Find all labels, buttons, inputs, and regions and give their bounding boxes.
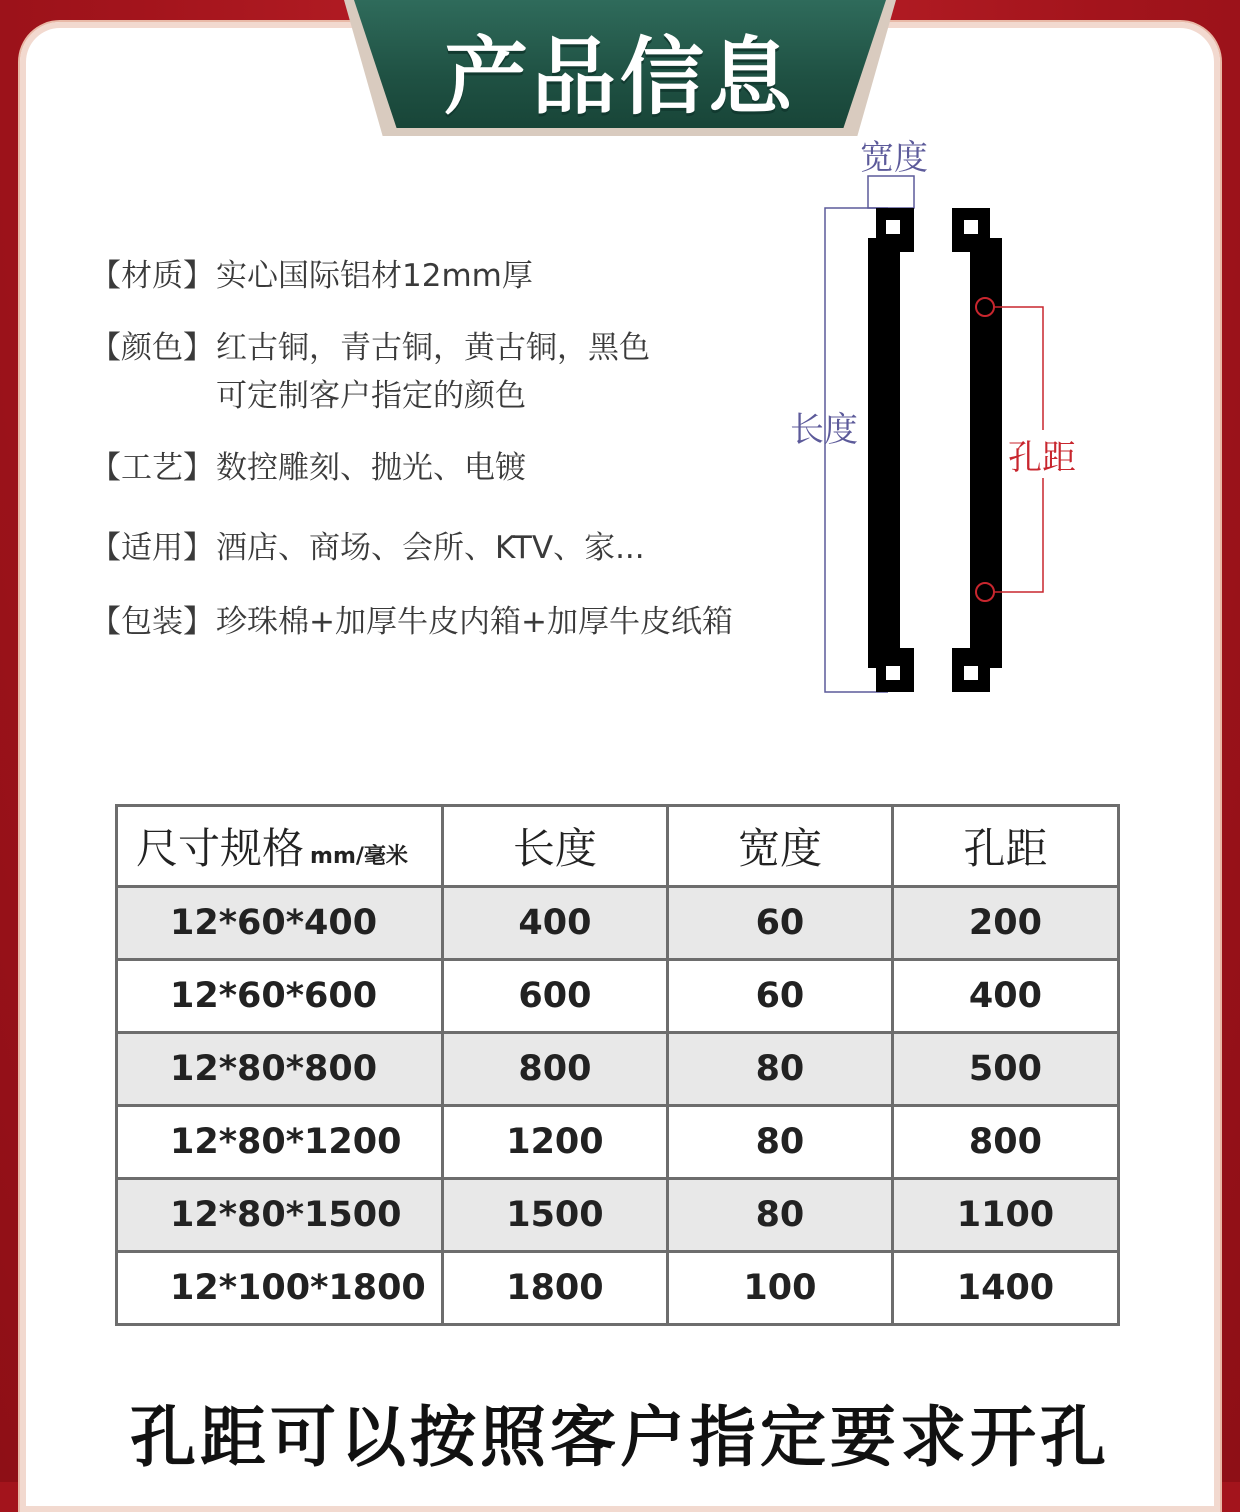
info-key: 【工艺】 bbox=[90, 450, 214, 486]
table-row bbox=[117, 1106, 1119, 1179]
header-spec-label: 尺寸规格 bbox=[136, 824, 305, 873]
info-value: 数控雕刻、抛光、电镀 bbox=[216, 450, 526, 486]
info-row-color bbox=[90, 322, 650, 414]
table-row bbox=[117, 887, 1119, 960]
handle-right-icon bbox=[952, 208, 1002, 692]
cell-hole-distance: 800 bbox=[892, 1106, 1118, 1179]
cell-spec: 12*60*400 bbox=[117, 887, 443, 960]
info-row-usage bbox=[90, 522, 645, 567]
cell-length: 1800 bbox=[442, 1252, 667, 1325]
cell-hole-distance: 200 bbox=[892, 887, 1118, 960]
header-length: 长度 bbox=[442, 806, 667, 887]
info-key: 【适用】 bbox=[90, 530, 214, 566]
table-row bbox=[117, 960, 1119, 1033]
info-key: 【包装】 bbox=[90, 604, 214, 640]
cell-hole-distance: 1100 bbox=[892, 1179, 1118, 1252]
cell-spec: 12*100*1800 bbox=[117, 1252, 443, 1325]
spec-table bbox=[115, 804, 1120, 1326]
info-value: 珍珠棉+加厚牛皮内箱+加厚牛皮纸箱 bbox=[216, 604, 733, 640]
info-key: 【颜色】 bbox=[90, 330, 214, 366]
table-header-row bbox=[117, 806, 1119, 887]
length-label: 长度 bbox=[790, 410, 858, 450]
cell-width: 80 bbox=[667, 1033, 892, 1106]
info-row-packaging bbox=[90, 596, 733, 641]
footer-note: 孔距可以按照客户指定要求开孔 bbox=[130, 1399, 1110, 1476]
table-row bbox=[117, 1033, 1119, 1106]
width-bracket bbox=[868, 176, 914, 208]
info-value: 红古铜，青古铜，黄古铜，黑色 bbox=[216, 330, 650, 366]
info-row-material bbox=[90, 250, 533, 295]
info-value-line2: 可定制客户指定的颜色 bbox=[216, 378, 526, 414]
cell-length: 1500 bbox=[442, 1179, 667, 1252]
cell-spec: 12*80*1500 bbox=[117, 1179, 443, 1252]
header-hole-distance: 孔距 bbox=[892, 806, 1118, 887]
cell-hole-distance: 1400 bbox=[892, 1252, 1118, 1325]
width-label: 宽度 bbox=[860, 138, 928, 178]
cell-spec: 12*80*800 bbox=[117, 1033, 443, 1106]
handle-left-icon bbox=[868, 208, 914, 692]
info-key: 【材质】 bbox=[90, 258, 214, 294]
info-row-craft bbox=[90, 442, 526, 487]
header-width: 宽度 bbox=[667, 806, 892, 887]
title-banner bbox=[340, 0, 900, 138]
table-row bbox=[117, 1252, 1119, 1325]
info-value: 实心国际铝材12mm厚 bbox=[216, 258, 533, 294]
info-value: 酒店、商场、会所、KTV、家... bbox=[216, 530, 645, 566]
cell-spec: 12*60*600 bbox=[117, 960, 443, 1033]
hole-distance-label: 孔距 bbox=[1008, 438, 1076, 478]
cell-length: 1200 bbox=[442, 1106, 667, 1179]
cell-width: 80 bbox=[667, 1106, 892, 1179]
cell-width: 80 bbox=[667, 1179, 892, 1252]
page-title: 产品信息 bbox=[443, 28, 796, 126]
table-row bbox=[117, 1179, 1119, 1252]
cell-spec: 12*80*1200 bbox=[117, 1106, 443, 1179]
cell-hole-distance: 500 bbox=[892, 1033, 1118, 1106]
cell-length: 400 bbox=[442, 887, 667, 960]
cell-width: 60 bbox=[667, 960, 892, 1033]
header-spec bbox=[117, 806, 443, 887]
cell-hole-distance: 400 bbox=[892, 960, 1118, 1033]
cell-width: 100 bbox=[667, 1252, 892, 1325]
header-unit: mm/毫米 bbox=[310, 844, 408, 869]
cell-width: 60 bbox=[667, 887, 892, 960]
cell-length: 600 bbox=[442, 960, 667, 1033]
handle-dimension-diagram bbox=[780, 130, 1120, 710]
cell-length: 800 bbox=[442, 1033, 667, 1106]
